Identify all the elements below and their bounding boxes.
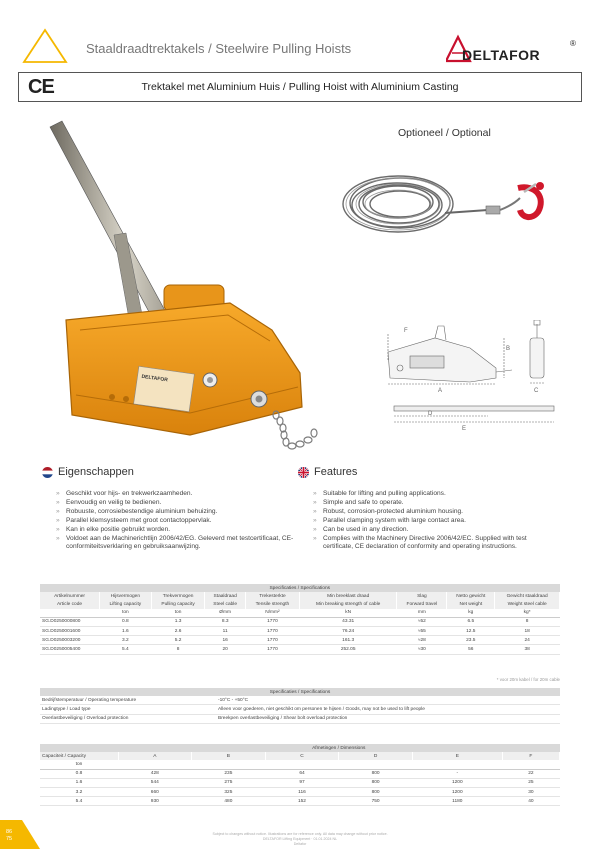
list-item: » Can be used in any direction. xyxy=(313,526,553,535)
table-cell: 56 xyxy=(447,645,495,654)
table-cell: 12.5 xyxy=(447,626,495,635)
ops-value: Breekpen overlastbeveiliging / Shear bolt overload protection xyxy=(216,714,560,723)
drawing-label-e: E xyxy=(462,426,467,432)
column-header-en: Lifting capacity xyxy=(100,600,152,608)
table-cell: 252.05 xyxy=(300,645,397,654)
table-row xyxy=(40,705,560,714)
table-cell: 930 xyxy=(118,797,192,806)
page-header xyxy=(0,0,600,70)
table-cell: 1180 xyxy=(412,797,502,806)
pulling-hoist-photo xyxy=(40,115,340,460)
dimension-header: C xyxy=(265,752,339,760)
table-cell: 3.2 xyxy=(100,636,152,645)
table-cell: 800 xyxy=(339,778,413,787)
column-header-nl: Trekesterkte xyxy=(245,592,299,600)
table-cell: 1770 xyxy=(245,636,299,645)
table-cell: 1770 xyxy=(245,626,299,635)
table-cell: 38 xyxy=(495,645,560,654)
ce-mark: CE xyxy=(28,76,54,98)
table-cell: 40 xyxy=(502,797,559,806)
features-list-en xyxy=(313,490,553,552)
table-cell: 20 xyxy=(205,645,245,654)
list-item: » Parallel klemsysteem met groot contactoppervlak. xyxy=(56,517,296,526)
table-cell: ≈55 xyxy=(397,626,447,635)
table-cell: 800 xyxy=(339,769,413,778)
table-row xyxy=(40,778,560,787)
table-cell: 1770 xyxy=(245,645,299,654)
drawing-label-b: B xyxy=(506,346,511,352)
table-row xyxy=(40,769,560,778)
table-cell: 1200 xyxy=(412,787,502,796)
table-cell: 325 xyxy=(192,787,266,796)
table-cell: 2.6 xyxy=(151,626,205,635)
brand-name: DELTAFOR xyxy=(462,47,541,63)
column-header-nl: Trekvermogen xyxy=(151,592,205,600)
unit-cell xyxy=(40,609,100,618)
triangle-logo-icon xyxy=(22,28,68,64)
table-cell: 25 xyxy=(502,778,559,787)
section-heading-en xyxy=(298,466,357,478)
ops-label: Bedrijfstemperatuur / Operating temperature xyxy=(40,696,216,705)
table-cell: 428 xyxy=(118,769,192,778)
table-row xyxy=(40,626,560,635)
dimension-header: B xyxy=(192,752,266,760)
unit-cell: kg xyxy=(447,609,495,618)
dimension-header: D xyxy=(339,752,413,760)
table-cell: 24 xyxy=(495,636,560,645)
column-header-en: Pulling capacity xyxy=(151,600,205,608)
dimension-header: A xyxy=(118,752,192,760)
ops-value: -10°C - +50°C xyxy=(216,696,560,705)
table-cell: SG.D0250001600 xyxy=(40,626,100,635)
page-number: 86 75 xyxy=(6,829,13,842)
table-cell: 5.4 xyxy=(40,797,118,806)
table-row xyxy=(40,787,560,796)
table-cell: SG.D0250000800 xyxy=(40,617,100,626)
table-cell: 22 xyxy=(502,769,559,778)
drawing-label-f: F xyxy=(404,328,408,334)
column-header-en: Net weight xyxy=(447,600,495,608)
dimension-header: E xyxy=(412,752,502,760)
list-item: » Parallel clamping system with large contact area. xyxy=(313,517,553,526)
table-row xyxy=(40,714,560,723)
table-cell: 23.5 xyxy=(447,636,495,645)
spec-table-caption: Specificaties / Specifications xyxy=(40,584,560,592)
table-cell: 480 xyxy=(192,797,266,806)
column-header-nl: Hijsvermogen xyxy=(100,592,152,600)
list-item: » Suitable for lifting and pulling applications. xyxy=(313,490,553,499)
nameplate-brand: DELTAFOR xyxy=(141,373,169,384)
product-title: Trektakel met Aluminium Huis / Pulling Hoist with Aluminium Casting xyxy=(141,81,459,93)
hook-icon xyxy=(518,187,541,217)
table-cell: 544 xyxy=(118,778,192,787)
dimension-header: F xyxy=(502,752,559,760)
list-item: » Robuuste, corrosiebestendige aluminium behuizing. xyxy=(56,508,296,517)
capacity-unit: ton xyxy=(40,760,118,769)
ops-table-caption: Specificaties / Specifications xyxy=(40,688,560,696)
section-heading-nl xyxy=(42,466,134,478)
table-cell: 18 xyxy=(495,626,560,635)
list-item: » Complies with the Machinery Directive 2006/42/EC. Supplied with test certificate, CE declaration of conformity and operating instructions. xyxy=(313,535,553,553)
table-row xyxy=(40,797,560,806)
table-cell: 161.3 xyxy=(300,636,397,645)
table-cell: ≈28 xyxy=(397,636,447,645)
table-cell: 0.8 xyxy=(100,617,152,626)
table-cell: 152 xyxy=(265,797,339,806)
column-header-en: Tensile strength xyxy=(245,600,299,608)
column-header-nl: Netto gewicht xyxy=(447,592,495,600)
brand-logo xyxy=(446,34,581,64)
dimension-drawing xyxy=(380,320,555,445)
ops-label: Ladingtype / Load type xyxy=(40,705,216,714)
table-cell: 0.8 xyxy=(40,769,118,778)
table-cell: ≈52 xyxy=(397,617,447,626)
unit-cell: Ømm xyxy=(205,609,245,618)
list-item: » Robust, corrosion-protected aluminium housing. xyxy=(313,508,553,517)
table-cell: 1770 xyxy=(245,617,299,626)
optional-label: Optioneel / Optional xyxy=(398,127,491,139)
table-cell: 16 xyxy=(205,636,245,645)
netherlands-flag-icon xyxy=(42,467,53,478)
table-cell: SG.D0250005400 xyxy=(40,645,100,654)
column-header-nl: Staaldraad xyxy=(205,592,245,600)
dimensions-table xyxy=(40,744,560,806)
table-row xyxy=(40,645,560,654)
table-cell: - xyxy=(412,769,502,778)
table-cell: 235 xyxy=(192,769,266,778)
unit-cell: ton xyxy=(100,609,152,618)
drawing-label-d: D xyxy=(428,411,433,417)
table-row xyxy=(40,696,560,705)
table-cell: 660 xyxy=(118,787,192,796)
section-heading-en-text: Features xyxy=(314,466,358,478)
spec-footnote: * voor 20m kabel / for 20m cable xyxy=(496,677,560,682)
unit-cell: kN xyxy=(300,609,397,618)
table-cell: 1.6 xyxy=(40,778,118,787)
column-header-nl: Gewicht staaldraad xyxy=(495,592,560,600)
ops-value: Alleen voor goederen, niet geschikt om personen te hijsen / Goods, may not be used to lift people xyxy=(216,705,560,714)
list-item: » Simple and safe to operate. xyxy=(313,499,553,508)
table-cell: 5.4 xyxy=(100,645,152,654)
table-cell: 76.24 xyxy=(300,626,397,635)
table-cell: 1200 xyxy=(412,778,502,787)
table-cell: 3.2 xyxy=(40,787,118,796)
footer-disclaimer: Subject to changes without notice. Illustrations are for reference only. All data may change without prior notice. DELTAFOR Lifting Equipment · 01.01.2024 NL Deltafor xyxy=(212,832,388,846)
table-cell: 750 xyxy=(339,797,413,806)
unit-cell: mm xyxy=(397,609,447,618)
capacity-header: Capaciteit / Capacity xyxy=(40,752,118,760)
table-row xyxy=(40,636,560,645)
table-cell: 11 xyxy=(205,626,245,635)
table-cell: 8 xyxy=(151,645,205,654)
table-cell: 8.3 xyxy=(205,617,245,626)
table-cell: 5.2 xyxy=(151,636,205,645)
table-cell: 116 xyxy=(265,787,339,796)
table-cell: 275 xyxy=(192,778,266,787)
column-header-en: Weight steel cable xyxy=(495,600,560,608)
column-header-en: Steel cable xyxy=(205,600,245,608)
unit-cell: N/mm² xyxy=(245,609,299,618)
specifications-table xyxy=(40,584,560,655)
list-item: » Kan in elke positie gebruikt worden. xyxy=(56,526,296,535)
column-header-en: Forward travel xyxy=(397,600,447,608)
column-header-nl: Artikelnummer xyxy=(40,592,100,600)
features-list-nl xyxy=(56,490,296,552)
ops-label: Overlastbeveiliging / Overload protection xyxy=(40,714,216,723)
unit-cell: kg* xyxy=(495,609,560,618)
operating-specifications-table xyxy=(40,688,560,724)
list-item: » Eenvoudig en veilig te bedienen. xyxy=(56,499,296,508)
brand-registered: ® xyxy=(570,39,576,48)
table-cell: 64 xyxy=(265,769,339,778)
dim-table-caption: Afmetingen / Dimensions xyxy=(118,744,560,752)
header-title: Staaldraadtrektakels / Steelwire Pulling Hoists xyxy=(86,41,352,56)
drawing-label-c: C xyxy=(534,388,539,394)
table-cell: 43.31 xyxy=(300,617,397,626)
product-title-bar xyxy=(18,72,582,102)
chain-icon xyxy=(273,411,317,449)
table-cell: ≈30 xyxy=(397,645,447,654)
column-header-nl: Slag xyxy=(397,592,447,600)
uk-flag-icon xyxy=(298,467,309,478)
list-item: » Voldoet aan de Machinerichtlijn 2006/42/EG. Geleverd met testcertificaat, CE-conformiteitsverklaring en gebruiksaanwijzing. xyxy=(56,535,296,553)
section-heading-nl-text: Eigenschappen xyxy=(58,466,134,478)
column-header-nl: Min breeklast draad xyxy=(300,592,397,600)
table-cell: 1.6 xyxy=(100,626,152,635)
table-cell: 8 xyxy=(495,617,560,626)
list-item: » Geschikt voor hijs- en trekwerkzaamheden. xyxy=(56,490,296,499)
table-cell: 30 xyxy=(502,787,559,796)
table-cell: 6.5 xyxy=(447,617,495,626)
steel-cable-photo xyxy=(340,158,555,248)
table-cell: 1.3 xyxy=(151,617,205,626)
table-cell: 97 xyxy=(265,778,339,787)
table-cell: 800 xyxy=(339,787,413,796)
column-header-en: Min breaking strength of cable xyxy=(300,600,397,608)
unit-cell: ton xyxy=(151,609,205,618)
drawing-label-a: A xyxy=(438,388,443,394)
table-row xyxy=(40,617,560,626)
column-header-en: Article code xyxy=(40,600,100,608)
table-cell: SG.D0250003200 xyxy=(40,636,100,645)
